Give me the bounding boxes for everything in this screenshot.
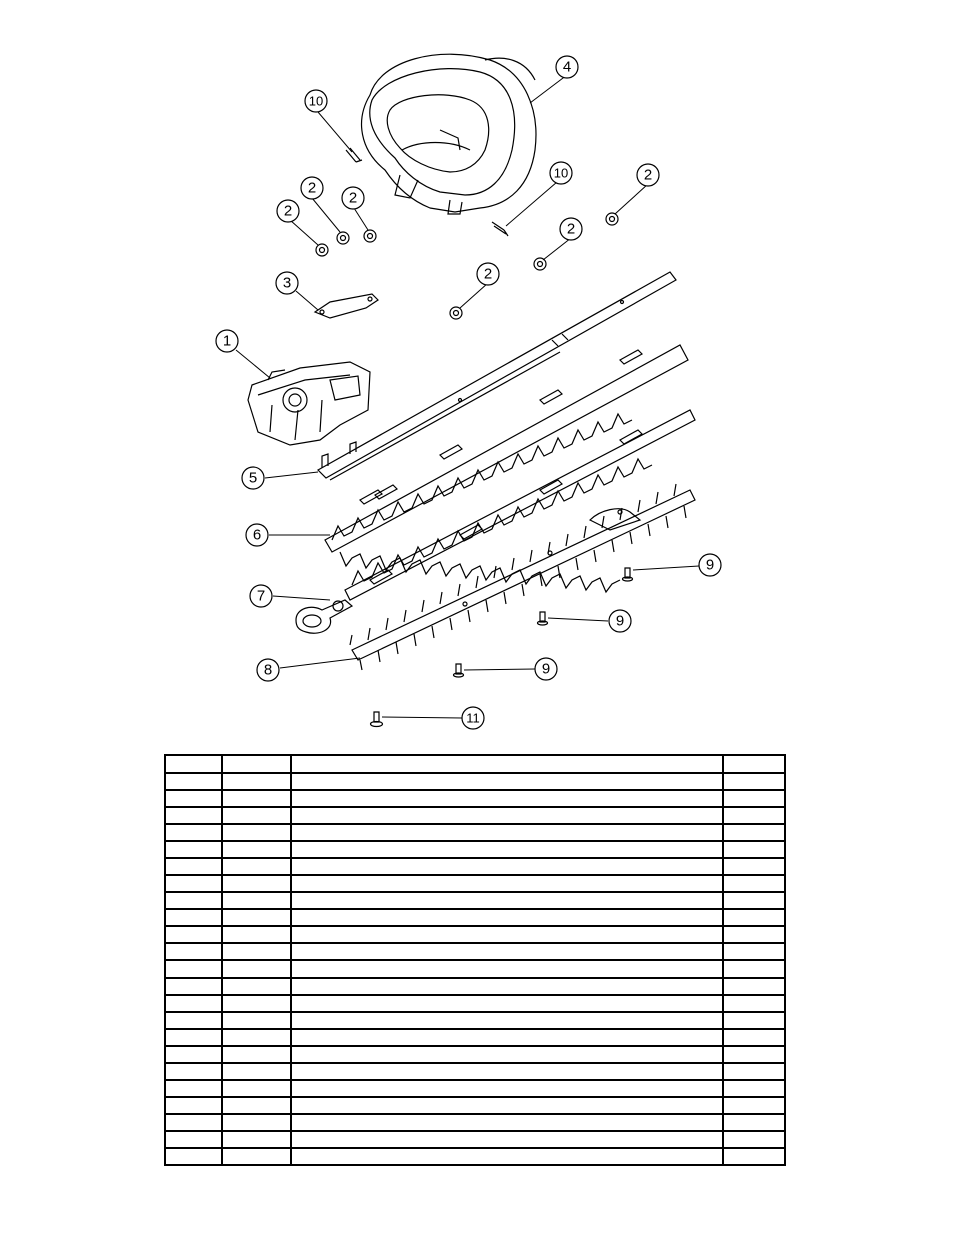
table-cell (223, 876, 293, 891)
table-cell (292, 1081, 725, 1096)
parts-list-table (164, 754, 786, 1166)
table-cell (223, 961, 293, 976)
table-cell (724, 893, 787, 908)
table-cell (292, 1013, 725, 1028)
table-cell (724, 944, 787, 959)
table-cell (724, 961, 787, 976)
table-cell (292, 774, 725, 789)
table-cell (223, 859, 293, 874)
table-row (166, 977, 784, 994)
table-row (166, 959, 784, 976)
table-cell (292, 910, 725, 925)
table-cell (724, 791, 787, 806)
svg-text:10: 10 (308, 93, 324, 109)
table-row (166, 1147, 784, 1164)
table-cell (292, 927, 725, 942)
table-cell (223, 1013, 293, 1028)
bolt-drawing-2 (492, 222, 508, 236)
table-cell (223, 756, 293, 772)
table-row (166, 1011, 784, 1028)
table-cell (166, 842, 224, 857)
table-cell (166, 1064, 224, 1079)
table-cell (292, 979, 725, 994)
callout-10b (550, 162, 572, 184)
table-row (166, 1096, 784, 1113)
svg-text:9: 9 (615, 612, 625, 630)
table-cell (223, 842, 293, 857)
table-cell (166, 1081, 224, 1096)
table-cell (724, 1030, 787, 1045)
table-cell (292, 1064, 725, 1079)
table-cell (166, 1115, 224, 1130)
table-cell (292, 893, 725, 908)
callout-2d (277, 200, 299, 222)
svg-text:7: 7 (256, 587, 266, 605)
svg-text:1: 1 (222, 332, 232, 350)
callout-2b (301, 177, 323, 199)
table-cell (292, 1047, 725, 1062)
table-cell (292, 961, 725, 976)
callout-9a (699, 554, 721, 576)
callout-11 (462, 707, 484, 729)
table-cell (223, 979, 293, 994)
table-cell (166, 893, 224, 908)
table-row (166, 1113, 784, 1130)
table-cell (166, 961, 224, 976)
blade-support-bar-drawing (318, 272, 676, 480)
callout-10a (305, 90, 327, 112)
svg-text:8: 8 (263, 661, 273, 679)
table-cell (166, 1149, 224, 1164)
callout-2e (560, 218, 582, 240)
table-row (166, 1130, 784, 1147)
table-cell (724, 1013, 787, 1028)
callout-7 (250, 585, 272, 607)
table-row (166, 925, 784, 942)
callout-4 (556, 56, 578, 78)
svg-text:11: 11 (466, 710, 480, 726)
table-row (166, 772, 784, 789)
table-cell (292, 1030, 725, 1045)
svg-text:3: 3 (282, 274, 292, 292)
table-cell (223, 1115, 293, 1130)
table-cell (724, 774, 787, 789)
table-cell (724, 1047, 787, 1062)
table-cell (724, 1149, 787, 1164)
table-cell (223, 1081, 293, 1096)
table-cell (724, 910, 787, 925)
table-row (166, 891, 784, 908)
table-cell (724, 1064, 787, 1079)
table-cell (724, 1081, 787, 1096)
table-cell (292, 876, 725, 891)
table-cell (724, 876, 787, 891)
callout-2a (637, 164, 659, 186)
table-row (166, 942, 784, 959)
table-cell (724, 1132, 787, 1147)
table-row (166, 806, 784, 823)
svg-text:9: 9 (705, 556, 715, 574)
table-row (166, 1062, 784, 1079)
table-row (166, 823, 784, 840)
table-cell (724, 996, 787, 1011)
table-cell (166, 825, 224, 840)
table-cell (292, 808, 725, 823)
svg-text:2: 2 (566, 220, 576, 238)
table-cell (292, 1149, 725, 1164)
table-row (166, 908, 784, 925)
table-cell (223, 1132, 293, 1147)
table-cell (292, 1098, 725, 1113)
table-cell (292, 859, 725, 874)
table-cell (223, 910, 293, 925)
callout-8 (257, 659, 279, 681)
svg-text:2: 2 (283, 202, 293, 220)
table-cell (166, 1047, 224, 1062)
svg-text:10: 10 (553, 165, 569, 181)
svg-text:6: 6 (252, 526, 262, 544)
table-cell (223, 1064, 293, 1079)
callout-1 (216, 330, 238, 352)
table-cell (223, 996, 293, 1011)
table-cell (724, 808, 787, 823)
table-cell (724, 979, 787, 994)
callout-2f (477, 263, 499, 285)
table-row (166, 1045, 784, 1062)
table-cell (292, 756, 725, 772)
table-cell (724, 756, 787, 772)
callout-5 (242, 467, 264, 489)
table-cell (166, 876, 224, 891)
svg-text:2: 2 (643, 166, 653, 184)
table-cell (223, 927, 293, 942)
table-cell (166, 996, 224, 1011)
table-cell (292, 996, 725, 1011)
callout-6 (246, 524, 268, 546)
table-cell (724, 825, 787, 840)
table-cell (166, 1132, 224, 1147)
table-cell (166, 756, 224, 772)
table-cell (292, 791, 725, 806)
table-cell (166, 910, 224, 925)
table-cell (223, 1149, 293, 1164)
table-cell (724, 1115, 787, 1130)
svg-text:2: 2 (348, 189, 358, 207)
table-cell (292, 825, 725, 840)
table-cell (166, 1098, 224, 1113)
table-cell (166, 979, 224, 994)
svg-text:2: 2 (483, 265, 493, 283)
table-cell (724, 842, 787, 857)
callout-3 (276, 272, 298, 294)
table-row (166, 1079, 784, 1096)
table-row (166, 874, 784, 891)
table-cell (292, 1132, 725, 1147)
table-row (166, 789, 784, 806)
table-cell (166, 1030, 224, 1045)
callouts (216, 56, 721, 729)
table-cell (166, 927, 224, 942)
table-cell (166, 791, 224, 806)
svg-text:2: 2 (307, 179, 317, 197)
washer-plate-drawing (296, 600, 352, 633)
table-cell (724, 927, 787, 942)
bolt-drawing-1 (346, 148, 362, 162)
table-cell (292, 1115, 725, 1130)
table-cell (223, 791, 293, 806)
table-row (166, 857, 784, 874)
callout-9b (609, 610, 631, 632)
svg-text:5: 5 (248, 469, 258, 487)
table-cell (223, 1047, 293, 1062)
table-cell (223, 808, 293, 823)
table-cell (223, 825, 293, 840)
table-row (166, 1028, 784, 1045)
table-row (166, 840, 784, 857)
table-cell (724, 1098, 787, 1113)
table-cell (223, 893, 293, 908)
table-cell (223, 944, 293, 959)
table-row (166, 994, 784, 1011)
table-cell (724, 859, 787, 874)
table-cell (166, 944, 224, 959)
plate-drawing (315, 294, 378, 318)
table-cell (166, 859, 224, 874)
table-cell (166, 808, 224, 823)
svg-text:4: 4 (562, 58, 572, 76)
table-cell (292, 944, 725, 959)
table-cell (223, 774, 293, 789)
svg-text:9: 9 (541, 660, 551, 678)
hand-guard-drawing (362, 54, 536, 214)
table-row (166, 756, 784, 772)
table-cell (166, 1013, 224, 1028)
table-cell (223, 1030, 293, 1045)
callout-2c (342, 187, 364, 209)
callout-9c (535, 658, 557, 680)
table-cell (223, 1098, 293, 1113)
table-cell (166, 774, 224, 789)
table-cell (292, 842, 725, 857)
